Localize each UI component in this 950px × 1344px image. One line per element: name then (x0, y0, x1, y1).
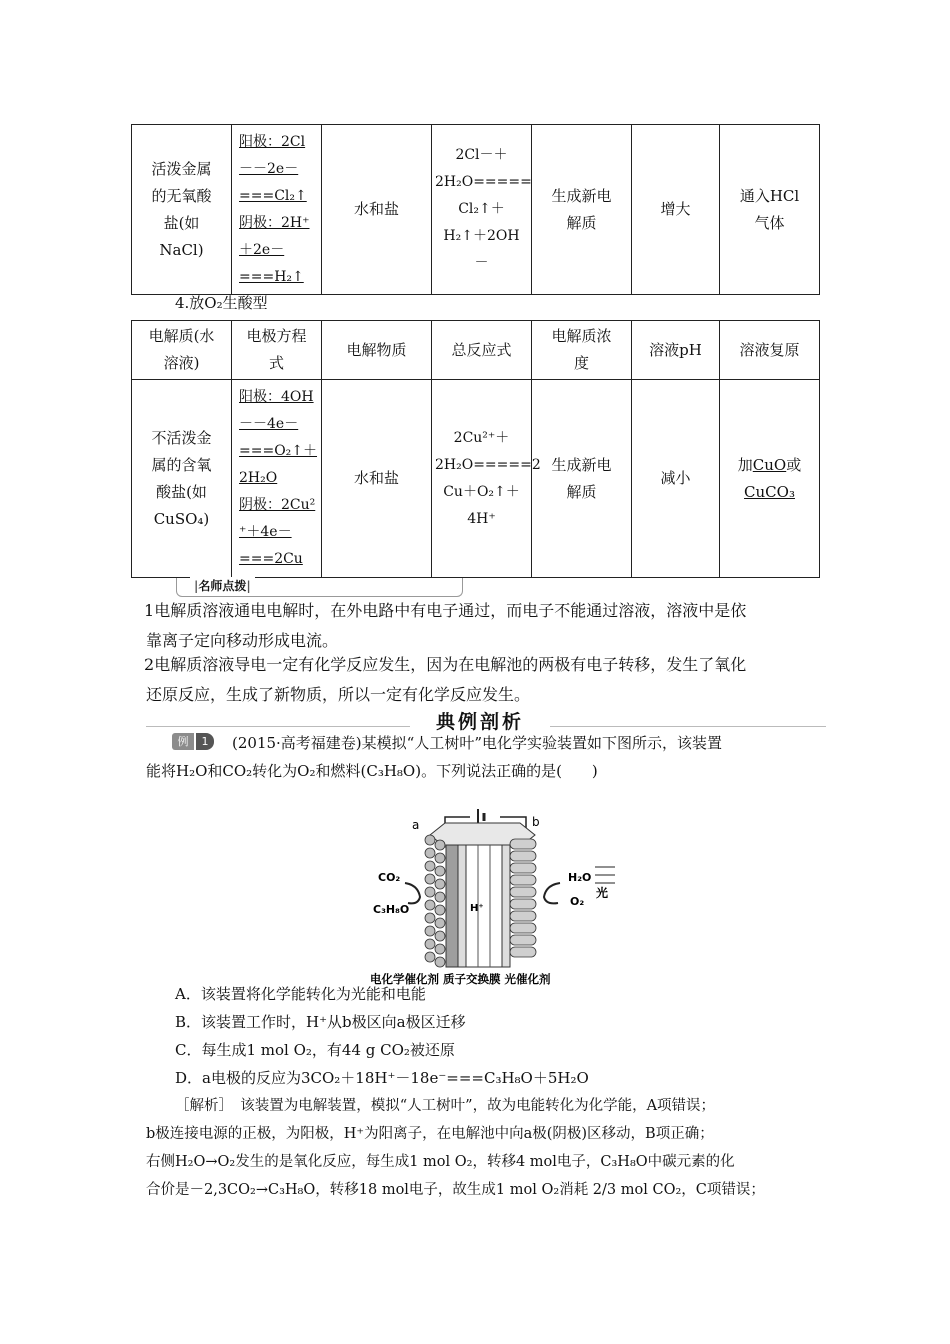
cell-line: 电解质(水 (148, 327, 215, 345)
tip-text: 电解质溶液通电电解时，在外电路中有电子通过，而电子不能通过溶液，溶液中是依 (154, 601, 747, 620)
header-electrolyte (132, 321, 232, 380)
cell-line: ===Cl₂↑ (239, 187, 307, 204)
cell-line: 阳极：4OH (239, 389, 314, 405)
label-b: b (532, 815, 540, 829)
cell-concentration (532, 380, 632, 578)
cell-line: 生成新电 (551, 455, 612, 474)
option-a: A．该装置将化学能转化为光能和电能 (175, 985, 426, 1003)
cell-line: 活泼金属 (151, 159, 212, 178)
label-h2o: H₂O (568, 871, 592, 884)
example-badge-number: 1 (196, 733, 214, 750)
cell-line: 2H₂O=====2 (435, 456, 541, 473)
tip-text: 靠离子定向移动形成电流。 (146, 631, 339, 650)
cell-reaction (432, 380, 541, 578)
cell-electrolyte (132, 125, 232, 295)
tip-text: 电解质溶液导电一定有化学反应发生，因为在电解池的两极有电子转移，发生了氧化 (154, 655, 747, 674)
cell-line: 生成新电 (551, 186, 612, 205)
label-hplus: H⁺ (470, 903, 484, 914)
cell-ph: 增大 (632, 125, 720, 295)
cell-line: 电解质浓 (551, 327, 612, 345)
restore-prefix: 加 (737, 455, 753, 474)
option-d: D．a电极的反应为3CO₂＋18H⁺－18e⁻===C₃H₈O＋5H₂O (175, 1069, 589, 1087)
table-header-row (132, 321, 820, 380)
cell-restore (720, 380, 820, 578)
table-row (132, 380, 820, 578)
tip-text: 还原反应，生成了新物质，所以一定有化学反应发生。 (146, 685, 531, 704)
cell-line: 的无氧酸 (151, 186, 212, 205)
electrochemical-catalyst (425, 835, 445, 967)
label-c3h8o: C₃H₈O (373, 903, 410, 916)
label-o2: O₂ (570, 895, 585, 908)
label-light: 光 (596, 886, 609, 900)
cell-line: ===H₂↑ (239, 268, 304, 285)
figure-caption: 电化学催化剂 质子交换膜 光催化剂 (370, 972, 551, 986)
tip-1 (146, 596, 826, 656)
cell-line: 阳极：2Cl (239, 133, 306, 150)
cell-ph: 减小 (632, 380, 720, 578)
cell-line: 式 (268, 354, 284, 372)
cell-line: 属的含氧 (151, 455, 212, 474)
example-line-2: 能将H₂O和CO₂转化为O₂和燃料(C₃H₈O)。下列说法正确的是( ) (146, 762, 598, 780)
section-heading: 典例剖析 (410, 707, 550, 733)
label-co2: CO₂ (378, 871, 401, 884)
cell-line: ===O₂↑＋ (239, 443, 318, 459)
header-reaction: 总反应式 (432, 321, 532, 380)
cell-line: ===2Cu (239, 551, 303, 567)
solution-line-3: 右侧H₂O→O₂发生的是氧化反应，每生成1 mol O₂，转移4 mol电子，C₃H₈O中碳元素的化 (146, 1154, 735, 1170)
cell-line: 阴极：2H⁺ (239, 214, 310, 231)
solution-line-1: ［解析］ 该装置为电解装置，模拟“人工树叶”，故为电能转化为化学能，A项错误； (175, 1098, 716, 1114)
cell-line: 阴极：2Cu² (239, 497, 316, 513)
cell-line: 2Cu²⁺＋ (453, 429, 510, 446)
cell-line: 度 (573, 354, 589, 372)
restore-or: 或 (786, 455, 802, 474)
table-electrolysis-type4 (131, 320, 820, 578)
cell-line: 2Cl－＋ (455, 147, 508, 163)
header-substance: 电解物质 (322, 321, 432, 380)
example-line-1: (2015·高考福建卷)某模拟“人工树叶”电化学实验装置如下图所示，该装置 (232, 734, 722, 752)
section-title: 4.放O₂生酸型 (175, 294, 268, 312)
tip-number: 2 (144, 655, 155, 674)
header-restore: 溶液复原 (720, 321, 820, 380)
option-c: C．每生成1 mol O₂，有44 g CO₂被还原 (175, 1041, 455, 1059)
cell-line: 不活泼金 (151, 428, 212, 447)
cell-reaction (432, 125, 532, 295)
cell-line: Cl₂↑＋ (458, 201, 505, 217)
cell-electrode (232, 125, 322, 295)
cell-line: －－2e－ (239, 160, 299, 177)
cell-line: 酸盐(如 (156, 482, 207, 501)
cell-line: ⁺＋4e－ (239, 524, 292, 540)
cell-line: ＋2e－ (239, 241, 285, 258)
cell-line: 气体 (754, 213, 785, 232)
example-badge-icon: 例 (172, 733, 194, 750)
solution-line-2: b极连接电源的正极，为阳极，H⁺为阳离子，在电解池中向a极(阴极)区移动，B项正确； (146, 1126, 714, 1142)
cell-line: 解质 (566, 213, 597, 232)
restore-option-b: CuCO₃ (744, 482, 795, 501)
cell-line: NaCl) (159, 240, 204, 259)
cell-electrolyte (132, 380, 232, 578)
tip-2 (146, 650, 826, 710)
label-a: a (412, 818, 420, 832)
cell-substance: 水和盐 (322, 125, 432, 295)
cell-concentration (532, 125, 632, 295)
tip-label: |名师点拨| (190, 577, 255, 594)
tip-number: 1 (144, 601, 155, 620)
cell-line: 2H₂O===== (435, 174, 532, 190)
artificial-leaf-diagram (370, 795, 630, 987)
solution-line-4: 合价是－2,3CO₂→C₃H₈O，转移18 mol电子，故生成1 mol O₂消耗 2/3 mol CO₂，C项错误； (146, 1182, 765, 1198)
cell-line: 盐(如 (163, 213, 200, 232)
option-b: B．该装置工作时，H⁺从b极区向a极区迁移 (175, 1013, 466, 1031)
cell-restore (720, 125, 820, 295)
cell-line: 2H₂O (239, 470, 278, 486)
cell-line: CuSO₄) (153, 509, 210, 528)
header-electrode (232, 321, 322, 380)
cell-line: 通入HCl (739, 186, 800, 205)
cell-electrode (232, 380, 322, 578)
cell-substance: 水和盐 (322, 380, 432, 578)
header-ph: 溶液pH (632, 321, 720, 380)
tip-label-text: 名师点拨 (198, 579, 247, 593)
table-row (132, 125, 820, 295)
cell-line: H₂↑＋2OH (443, 228, 520, 244)
cell-line: 溶液) (163, 354, 200, 372)
cell-line: － (474, 255, 489, 271)
cell-line: 电极方程 (246, 327, 307, 345)
restore-option-a: CuO (752, 455, 787, 474)
table-electrolysis-type3 (131, 124, 820, 295)
photocatalyst (510, 839, 536, 957)
cell-line: Cu＋O₂↑＋ (443, 483, 520, 500)
cell-line: 4H⁺ (467, 510, 496, 527)
cell-line: 解质 (566, 482, 597, 501)
header-concentration (532, 321, 632, 380)
cell-line: －－4e－ (239, 416, 299, 432)
